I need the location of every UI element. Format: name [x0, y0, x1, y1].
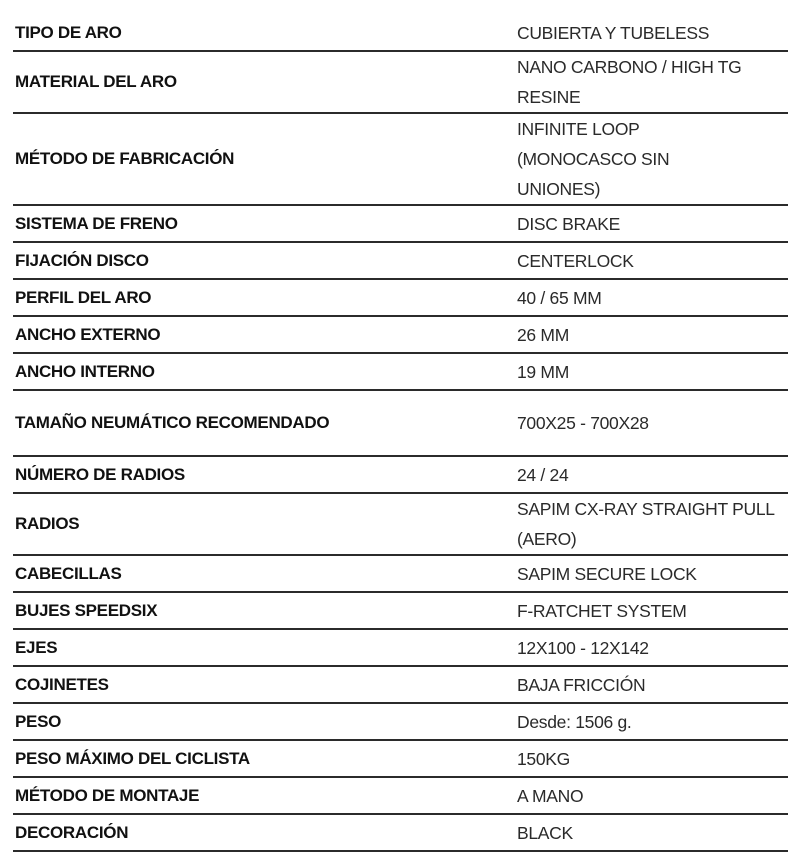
spec-value: Desde: 1506 g. — [517, 711, 632, 732]
spec-row — [13, 113, 788, 205]
spec-row — [13, 555, 788, 592]
spec-value: BLACK — [517, 822, 573, 843]
spec-row — [13, 456, 788, 493]
spec-label: PESO MÁXIMO DEL CICLISTA — [15, 748, 250, 768]
spec-label: PERFIL DEL ARO — [15, 287, 152, 307]
spec-label: FIJACIÓN DISCO — [15, 250, 149, 270]
spec-label: MATERIAL DEL ARO — [15, 72, 177, 91]
spec-row — [13, 666, 788, 703]
spec-label: RADIOS — [15, 514, 80, 533]
spec-value: F-RATCHET SYSTEM — [517, 600, 687, 621]
spec-row — [13, 279, 788, 316]
spec-label: MÉTODO DE FABRICACIÓN — [15, 149, 235, 168]
spec-value: 26 MM — [517, 324, 569, 345]
spec-label: COJINETES — [15, 674, 109, 694]
spec-value: 700X25 - 700X28 — [517, 413, 649, 433]
spec-label: PESO — [15, 711, 62, 731]
spec-label: TAMAÑO NEUMÁTICO RECOMENDADO — [15, 413, 330, 432]
spec-row — [13, 777, 788, 814]
spec-value: BAJA FRICCIÓN — [517, 674, 646, 695]
spec-label: BUJES SPEEDSIX — [15, 600, 158, 620]
spec-value: 40 / 65 MM — [517, 287, 602, 308]
spec-value: 12X100 - 12X142 — [517, 637, 649, 658]
spec-label: ANCHO EXTERNO — [15, 324, 161, 344]
spec-label: ANCHO INTERNO — [15, 361, 155, 381]
spec-row — [13, 390, 788, 456]
spec-row — [13, 51, 788, 113]
spec-row — [13, 493, 788, 555]
spec-value: 24 / 24 — [517, 464, 569, 485]
spec-label: DECORACIÓN — [15, 822, 129, 842]
spec-row — [13, 316, 788, 353]
spec-value: SAPIM CX-RAY STRAIGHT PULL (AERO) — [517, 499, 775, 549]
spec-value: A MANO — [517, 785, 584, 806]
spec-row — [13, 629, 788, 666]
spec-row — [13, 740, 788, 777]
spec-value: DISC BRAKE — [517, 213, 620, 234]
spec-row — [13, 242, 788, 279]
spec-value: 19 MM — [517, 361, 569, 382]
spec-value: SAPIM SECURE LOCK — [517, 563, 697, 584]
spec-value: NANO CARBONO / HIGH TG RESINE — [517, 57, 742, 107]
spec-value: INFINITE LOOP (MONOCASCO SIN UNIONES) — [517, 119, 670, 199]
spec-label: NÚMERO DE RADIOS — [15, 464, 185, 484]
spec-row — [13, 592, 788, 629]
spec-label: SISTEMA DE FRENO — [15, 213, 178, 233]
spec-value: 150KG — [517, 748, 570, 769]
spec-row — [13, 703, 788, 740]
spec-label: MÉTODO DE MONTAJE — [15, 785, 200, 805]
spec-label: TIPO DE ARO — [15, 22, 122, 42]
spec-value: CENTERLOCK — [517, 250, 634, 271]
spec-label: EJES — [15, 637, 58, 657]
spec-label: CABECILLAS — [15, 563, 122, 583]
specifications-table — [13, 15, 788, 852]
spec-row — [13, 353, 788, 390]
spec-row — [13, 205, 788, 242]
spec-value: CUBIERTA Y TUBELESS — [517, 22, 710, 43]
spec-row — [13, 15, 788, 51]
spec-row — [13, 814, 788, 851]
